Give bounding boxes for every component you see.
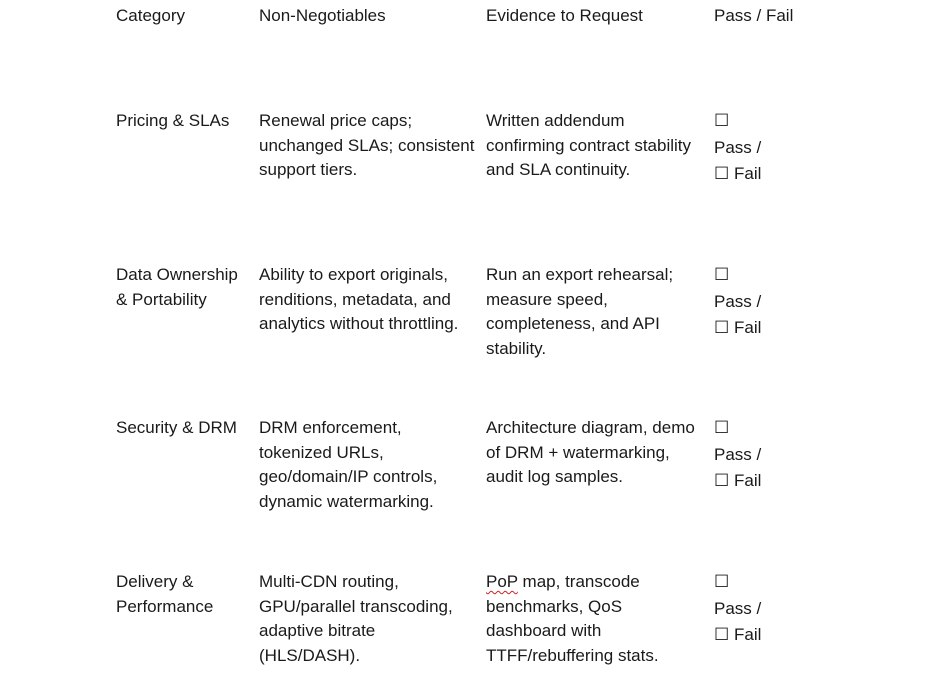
category-cell: Data Ownership & Portability bbox=[116, 265, 238, 309]
evidence-text: map, transcode benchmarks, QoS dashboard with TTFF/rebuffering stats. bbox=[486, 572, 659, 665]
evidence-cell: Run an export rehearsal; measure speed, completeness, and API stability. bbox=[486, 265, 674, 358]
header-non-negotiables: Non-Negotiables bbox=[259, 6, 386, 25]
evidence-cell: Written addendum confirming contract stability and SLA continuity. bbox=[486, 111, 692, 179]
pass-checkbox-icon[interactable]: ☐ bbox=[714, 418, 730, 437]
pass-label: Pass / bbox=[714, 291, 762, 311]
pass-label: Pass / bbox=[714, 137, 762, 157]
pass-checkbox-icon[interactable]: ☐ bbox=[714, 265, 730, 284]
non-negotiables-cell: DRM enforcement, tokenized URLs, geo/domain/IP controls, dynamic watermarking. bbox=[259, 418, 438, 511]
header-pass-fail: Pass / Fail bbox=[714, 6, 794, 25]
pass-fail-cell bbox=[714, 570, 794, 648]
pass-label: Pass / bbox=[714, 444, 762, 464]
non-negotiables-cell: Renewal price caps; unchanged SLAs; consistent support tiers. bbox=[259, 111, 475, 179]
fail-label: Fail bbox=[733, 318, 762, 337]
non-negotiables-cell: Multi-CDN routing, GPU/parallel transcoding, adaptive bitrate (HLS/DASH). bbox=[259, 572, 453, 665]
fail-label: Fail bbox=[733, 164, 762, 183]
category-cell: Delivery & Performance bbox=[116, 572, 214, 616]
pass-checkbox-icon[interactable]: ☐ bbox=[714, 572, 730, 591]
fail-checkbox-icon[interactable]: ☐ bbox=[714, 625, 730, 644]
fail-label: Fail bbox=[733, 471, 762, 490]
pass-label: Pass / bbox=[714, 598, 762, 618]
pass-fail-cell bbox=[714, 263, 794, 341]
non-negotiables-cell: Ability to export originals, renditions, metadata, and analytics without throttling. bbox=[259, 265, 459, 333]
fail-checkbox-icon[interactable]: ☐ bbox=[714, 471, 730, 490]
spellcheck-flagged-word[interactable]: PoP bbox=[486, 572, 518, 591]
header-category: Category bbox=[116, 6, 185, 25]
fail-label: Fail bbox=[733, 625, 762, 644]
evidence-cell: Architecture diagram, demo of DRM + watermarking, audit log samples. bbox=[486, 418, 695, 486]
evidence-cell bbox=[486, 570, 700, 668]
header-evidence: Evidence to Request bbox=[486, 6, 643, 25]
category-cell: Security & DRM bbox=[116, 418, 237, 437]
fail-checkbox-icon[interactable]: ☐ bbox=[714, 318, 730, 337]
category-cell: Pricing & SLAs bbox=[116, 111, 230, 130]
pass-fail-cell bbox=[714, 416, 794, 494]
pass-fail-cell bbox=[714, 109, 794, 187]
pass-checkbox-icon[interactable]: ☐ bbox=[714, 111, 730, 130]
fail-checkbox-icon[interactable]: ☐ bbox=[714, 164, 730, 183]
